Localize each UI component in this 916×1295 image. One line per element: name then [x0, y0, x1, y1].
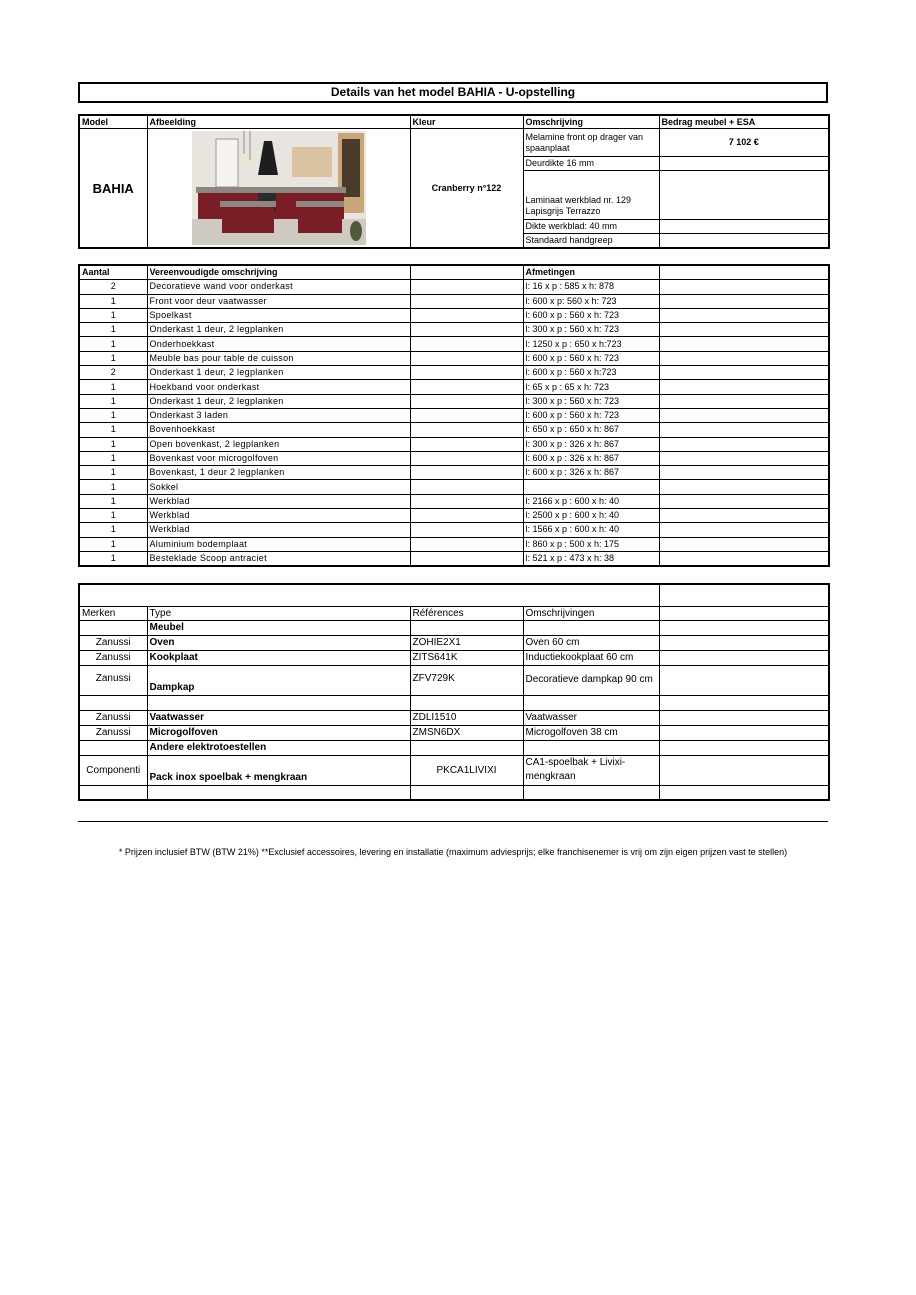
appliance-type: Kookplaat: [147, 650, 410, 665]
item-desc: Open bovenkast, 2 legplanken: [147, 437, 410, 451]
item-qty: 1: [79, 451, 147, 465]
appliance-row: [79, 725, 829, 740]
component-ref: PKCA1LIVIXI: [410, 755, 523, 785]
item-empty: [659, 537, 829, 551]
spec-item: Melamine front op drager van spaanplaat: [523, 129, 659, 157]
item-dims: l: 300 x p : 326 x h: 867: [523, 437, 659, 451]
appliance-row: [79, 710, 829, 725]
model-table-header: [79, 115, 829, 129]
item-desc: Onderkast 1 deur, 2 legplanken: [147, 394, 410, 408]
item-empty: [659, 323, 829, 337]
item-row: [79, 351, 829, 365]
item-empty: [410, 380, 523, 394]
header-ref: Références: [410, 606, 523, 620]
spec-item: Standaard handgreep: [523, 234, 659, 248]
item-qty: 1: [79, 466, 147, 480]
item-desc: Bovenhoekkast: [147, 423, 410, 437]
section-furniture: Meubel: [147, 620, 410, 635]
price-value: 7 102 €: [659, 129, 829, 157]
page-title: Details van het model BAHIA - U-opstelling: [78, 82, 828, 103]
item-empty: [659, 366, 829, 380]
header-desc: Omschrijvingen: [523, 606, 659, 620]
item-desc: Onderhoekkast: [147, 337, 410, 351]
item-empty: [410, 451, 523, 465]
component-brand: Componenti: [79, 755, 147, 785]
item-row: [79, 294, 829, 308]
header-color: Kleur: [410, 115, 523, 129]
item-qty: 1: [79, 337, 147, 351]
item-desc: Front voor deur vaatwasser: [147, 294, 410, 308]
spec-item: Deurdikte 16 mm: [523, 157, 659, 171]
item-row: [79, 551, 829, 566]
spec-item: Dikte werkblad: 40 mm: [523, 220, 659, 234]
divider: [78, 821, 828, 822]
item-desc: Spoelkast: [147, 308, 410, 322]
appliance-desc: Vaatwasser: [523, 710, 659, 725]
item-desc: Bovenkast, 1 deur 2 legplanken: [147, 466, 410, 480]
item-dims: l: 2166 x p : 600 x h: 40: [523, 494, 659, 508]
item-empty: [659, 551, 829, 566]
item-qty: 1: [79, 551, 147, 566]
item-empty: [410, 366, 523, 380]
header-empty: [659, 265, 829, 280]
header-brand: Merken: [79, 606, 147, 620]
items-table: [78, 264, 830, 567]
item-empty: [410, 423, 523, 437]
item-row: [79, 466, 829, 480]
item-empty: [410, 308, 523, 322]
item-qty: 1: [79, 294, 147, 308]
item-empty: [659, 280, 829, 294]
item-dims: l: 16 x p : 585 x h: 878: [523, 280, 659, 294]
item-desc: Decoratieve wand voor onderkast: [147, 280, 410, 294]
kitchen-photo-cell: [147, 129, 410, 249]
item-dims: l: 300 x p : 560 x h: 723: [523, 323, 659, 337]
item-desc: Besteklade Scoop antraciet: [147, 551, 410, 566]
component-row: [79, 755, 829, 785]
appliance-desc: Inductiekookplaat 60 cm: [523, 650, 659, 665]
item-empty: [659, 394, 829, 408]
blank-cell: [79, 584, 659, 606]
item-desc: Onderkast 1 deur, 2 legplanken: [147, 323, 410, 337]
appliance-brand: Zanussi: [79, 665, 147, 695]
appliance-ref: ZITS641K: [410, 650, 523, 665]
item-row: [79, 408, 829, 422]
items-table-header: [79, 265, 829, 280]
appliance-desc: Decoratieve dampkap 90 cm: [523, 665, 659, 695]
item-row: [79, 537, 829, 551]
appliance-brand: Zanussi: [79, 725, 147, 740]
item-qty: 1: [79, 408, 147, 422]
item-empty: [659, 480, 829, 494]
item-qty: 1: [79, 509, 147, 523]
item-row: [79, 280, 829, 294]
item-empty: [410, 323, 523, 337]
item-row: [79, 323, 829, 337]
item-dims: l: 600 x p : 326 x h: 867: [523, 451, 659, 465]
item-dims: [523, 480, 659, 494]
component-desc: CA1-spoelbak + Livixi-mengkraan: [523, 755, 659, 785]
item-qty: 1: [79, 308, 147, 322]
kitchen-photo: [192, 131, 366, 245]
item-empty: [410, 537, 523, 551]
item-dims: l: 600 x p : 560 x h: 723: [523, 308, 659, 322]
item-desc: Onderkast 3 laden: [147, 408, 410, 422]
blank-cell: [659, 584, 829, 606]
header-type: Type: [147, 606, 410, 620]
appliance-type: Vaatwasser: [147, 710, 410, 725]
item-dims: l: 860 x p : 500 x h: 175: [523, 537, 659, 551]
item-empty: [659, 380, 829, 394]
item-empty: [659, 294, 829, 308]
item-dims: l: 2500 x p : 600 x h: 40: [523, 509, 659, 523]
item-desc: Sokkel: [147, 480, 410, 494]
item-qty: 2: [79, 280, 147, 294]
item-empty: [659, 423, 829, 437]
appliance-row: [79, 635, 829, 650]
section-other-appliances: Andere elektrotoestellen: [147, 740, 410, 755]
item-qty: 2: [79, 366, 147, 380]
items-body: [79, 280, 829, 566]
item-qty: 1: [79, 423, 147, 437]
item-desc: Hoekband voor onderkast: [147, 380, 410, 394]
footnote: * Prijzen inclusief BTW (BTW 21%) **Exclusief accessoires, levering en installatie (maximum adviesprijs; elke franchisenemer is vrij om zijn eigen prijzen vast te stellen): [118, 847, 788, 857]
appliance-brand: Zanussi: [79, 650, 147, 665]
appliance-brand: Zanussi: [79, 710, 147, 725]
item-qty: 1: [79, 351, 147, 365]
item-qty: 1: [79, 480, 147, 494]
model-table: [78, 114, 830, 249]
item-empty: [410, 523, 523, 537]
component-type: Pack inox spoelbak + mengkraan: [147, 755, 410, 785]
item-qty: 1: [79, 537, 147, 551]
appliance-row: [79, 650, 829, 665]
item-empty: [410, 351, 523, 365]
appliance-type: Dampkap: [147, 665, 410, 695]
item-qty: 1: [79, 323, 147, 337]
item-empty: [659, 337, 829, 351]
appliance-ref: ZOHIE2X1: [410, 635, 523, 650]
item-row: [79, 451, 829, 465]
item-dims: l: 650 x p : 650 x h: 867: [523, 423, 659, 437]
item-desc: Werkblad: [147, 494, 410, 508]
item-row: [79, 308, 829, 322]
item-dims: l: 65 x p : 65 x h: 723: [523, 380, 659, 394]
item-row: [79, 480, 829, 494]
price-empty: [659, 220, 829, 234]
item-empty: [410, 437, 523, 451]
item-empty: [659, 523, 829, 537]
price-empty: [659, 157, 829, 171]
item-dims: l: 521 x p : 473 x h: 38: [523, 551, 659, 566]
appliance-ref: ZFV729K: [410, 665, 523, 695]
item-row: [79, 437, 829, 451]
appliances-blank-row: [79, 584, 829, 606]
appliance-row: [79, 665, 829, 695]
header-qty: Aantal: [79, 265, 147, 280]
price-empty: [659, 171, 829, 220]
item-empty: [659, 408, 829, 422]
item-empty: [410, 408, 523, 422]
item-dims: l: 1250 x p : 650 x h:723: [523, 337, 659, 351]
item-dims: l: 300 x p : 560 x h: 723: [523, 394, 659, 408]
item-empty: [410, 466, 523, 480]
header-empty: [659, 606, 829, 620]
appliance-brand: Zanussi: [79, 635, 147, 650]
item-dims: l: 600 x p : 560 x h: 723: [523, 351, 659, 365]
item-row: [79, 494, 829, 508]
item-empty: [410, 294, 523, 308]
item-desc: Meuble bas pour table de cuisson: [147, 351, 410, 365]
item-dims: l: 600 x p: 560 x h: 723: [523, 294, 659, 308]
item-empty: [410, 394, 523, 408]
item-desc: Onderkast 1 deur, 2 legplanken: [147, 366, 410, 380]
item-desc: Werkblad: [147, 509, 410, 523]
item-row: [79, 366, 829, 380]
header-desc: Vereenvoudigde omschrijving: [147, 265, 410, 280]
item-qty: 1: [79, 523, 147, 537]
item-empty: [410, 480, 523, 494]
header-empty: [410, 265, 523, 280]
item-empty: [410, 494, 523, 508]
item-empty: [410, 551, 523, 566]
price-empty: [659, 234, 829, 248]
item-dims: l: 600 x p : 560 x h:723: [523, 366, 659, 380]
item-dims: l: 1566 x p : 600 x h: 40: [523, 523, 659, 537]
item-desc: Bovenkast voor microgolfoven: [147, 451, 410, 465]
item-empty: [659, 466, 829, 480]
item-dims: l: 600 x p : 560 x h: 723: [523, 408, 659, 422]
model-name: BAHIA: [79, 129, 147, 249]
header-model: Model: [79, 115, 147, 129]
appliance-type: Oven: [147, 635, 410, 650]
item-qty: 1: [79, 394, 147, 408]
item-dims: l: 600 x p : 326 x h: 867: [523, 466, 659, 480]
item-desc: Aluminium bodemplaat: [147, 537, 410, 551]
item-empty: [659, 351, 829, 365]
item-qty: 1: [79, 380, 147, 394]
appliance-ref: ZMSN6DX: [410, 725, 523, 740]
color-name: Cranberry n°122: [410, 129, 523, 249]
item-row: [79, 423, 829, 437]
header-dims: Afmetingen: [523, 265, 659, 280]
item-empty: [410, 280, 523, 294]
item-qty: 1: [79, 494, 147, 508]
item-empty: [659, 451, 829, 465]
appliance-ref: ZDLI1510: [410, 710, 523, 725]
item-empty: [659, 494, 829, 508]
item-row: [79, 509, 829, 523]
item-empty: [659, 308, 829, 322]
item-empty: [410, 509, 523, 523]
appliance-type: Microgolfoven: [147, 725, 410, 740]
item-empty: [410, 337, 523, 351]
item-empty: [659, 437, 829, 451]
appliance-desc: Oven 60 cm: [523, 635, 659, 650]
item-row: [79, 523, 829, 537]
item-row: [79, 380, 829, 394]
header-price: Bedrag meubel + ESA: [659, 115, 829, 129]
appliances-header: [79, 606, 829, 620]
appliance-desc: Microgolfoven 38 cm: [523, 725, 659, 740]
appliances-table: [78, 583, 830, 801]
header-image: Afbeelding: [147, 115, 410, 129]
header-description: Omschrijving: [523, 115, 659, 129]
item-row: [79, 394, 829, 408]
item-qty: 1: [79, 437, 147, 451]
item-empty: [659, 509, 829, 523]
spec-item: Laminaat werkblad nr. 129 Lapisgrijs Terrazzo: [523, 171, 659, 220]
item-row: [79, 337, 829, 351]
item-desc: Werkblad: [147, 523, 410, 537]
